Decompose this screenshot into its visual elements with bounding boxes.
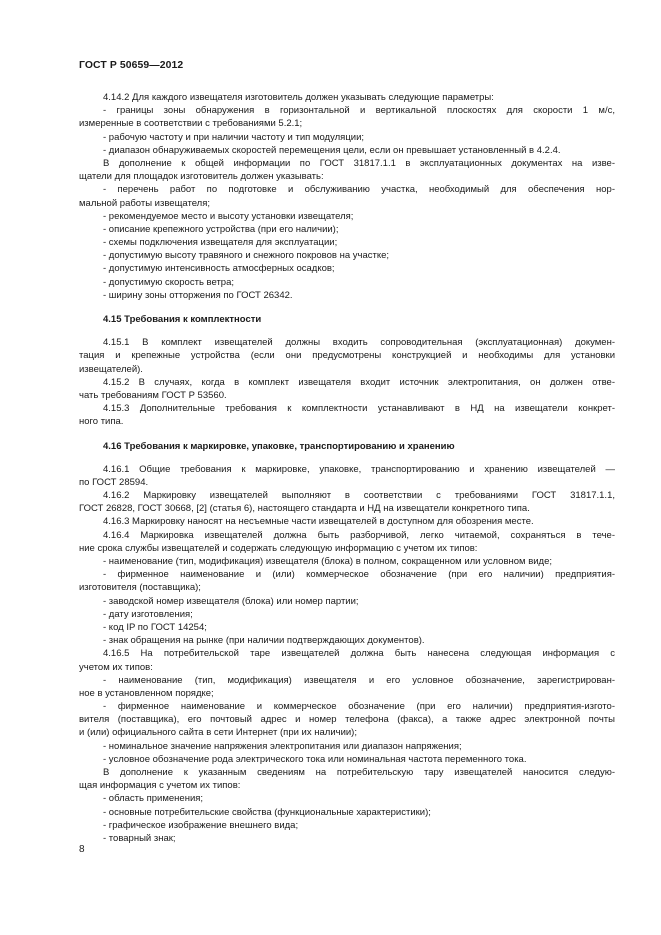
paragraph-line: 4.14.2 Для каждого извещателя изготовитель должен указывать следующие параметры: bbox=[103, 92, 494, 103]
document-header: ГОСТ Р 50659—2012 bbox=[79, 60, 184, 71]
document-body bbox=[79, 91, 615, 845]
list-item: - ширину зоны отторжения по ГОСТ 26342. bbox=[103, 289, 293, 301]
list-item: - фирменное наименование и (или) коммерческое обозначение (при его наличии) предприятия- bbox=[103, 569, 615, 581]
section-heading-4-15: 4.15 Требования к комплектности bbox=[103, 314, 262, 325]
list-item: - наименование (тип, модификация) извещателя и его условное обозначение, зарегистрирован- bbox=[103, 674, 615, 686]
list-item: - рабочую частоту и при наличии частоту и тип модуляции; bbox=[103, 131, 365, 143]
paragraph-line: ное в установленном порядке; bbox=[79, 687, 214, 699]
list-item: - условное обозначение рода электрического тока или номинальная частота переменного тока. bbox=[103, 753, 527, 765]
list-item: - графическое изображение внешнего вида; bbox=[103, 819, 299, 831]
paragraph-line: извещателей). bbox=[79, 363, 143, 375]
paragraph-line: 4.16.3 Маркировку наносят на несъемные части извещателей в доступном для обозрения месте. bbox=[103, 516, 534, 528]
list-item: - товарный знак; bbox=[103, 832, 176, 844]
paragraph-line: учетом их типов: bbox=[79, 661, 153, 673]
paragraph-line: ние срока службы извещателей и содержать следующую информацию с учетом их типов: bbox=[79, 542, 478, 554]
list-item: - допустимую интенсивность атмосферных осадков; bbox=[103, 263, 335, 275]
page-number: 8 bbox=[79, 844, 85, 855]
list-item: - код IP по ГОСТ 14254; bbox=[103, 621, 207, 633]
list-item: - рекомендуемое место и высоту установки извещателя; bbox=[103, 210, 354, 222]
list-item: - дату изготовления; bbox=[103, 608, 193, 620]
list-item: - границы зоны обнаружения в горизонтальной и вертикальной плоскостях для скорости 1 м/с, bbox=[103, 105, 615, 117]
paragraph-line: щатели для площадок изготовитель должен указывать: bbox=[79, 171, 324, 183]
paragraph-line: тация и крепежные устройства (если они предусмотрены конструкцией и необходимы для установки bbox=[79, 350, 615, 362]
section-heading-4-16: 4.16 Требования к маркировке, упаковке, транспортированию и хранению bbox=[103, 440, 455, 452]
paragraph-line: В дополнение к общей информации по ГОСТ 31817.1.1 в эксплуатационных документах на изве- bbox=[103, 157, 615, 169]
paragraph-line: В дополнение к указанным сведениям на потребительскую тару извещателей наносится следую- bbox=[103, 767, 615, 779]
list-item: - наименование (тип, модификация) извещателя (блока) в полном, сокращенном или условном виде; bbox=[103, 556, 553, 568]
paragraph-line: чать требованиям ГОСТ Р 53560. bbox=[79, 389, 227, 401]
list-item: - область применения; bbox=[103, 793, 204, 805]
paragraph-line: 4.16.2 Маркировку извещателей выполняют в соответствии с требованиями ГОСТ 31817.1.1, bbox=[103, 490, 615, 502]
list-item: - описание крепежного устройства (при его наличии); bbox=[103, 223, 339, 235]
paragraph-line: ГОСТ 26828, ГОСТ 30668, [2] (статья 6), настоящего стандарта и НД на извещатели конкретного типа. bbox=[79, 503, 530, 515]
paragraph-line: по ГОСТ 28594. bbox=[79, 476, 149, 488]
list-item: - перечень работ по подготовке и обслуживанию участка, необходимый для обеспечения нор- bbox=[103, 184, 615, 196]
list-item: - допустимую высоту травяного и снежного покровов на участке; bbox=[103, 250, 390, 262]
list-item: - диапазон обнаруживаемых скоростей перемещения цели, если он превышает установленный в 4.2.4. bbox=[103, 144, 561, 156]
paragraph-line: и (или) официального сайта в сети Интернет (при их наличии); bbox=[79, 727, 357, 739]
paragraph-line: мальной работы извещателя; bbox=[79, 197, 211, 209]
paragraph-line: 4.16.5 На потребительской таре извещателей должна быть нанесена следующая информация с bbox=[103, 648, 615, 660]
list-item: - заводской номер извещателя (блока) или номер партии; bbox=[103, 595, 359, 607]
paragraph-line: измеренные в соответствии с требованиями 5.2.1; bbox=[79, 118, 303, 130]
paragraph-line: вителя (поставщика), его почтовый адрес и номер телефона (факса), а также адрес электронной почты bbox=[79, 714, 615, 726]
paragraph-line: 4.15.3 Дополнительные требования к комплектности устанавливают в НД на извещатели конкрет- bbox=[103, 403, 615, 415]
list-item: - основные потребительские свойства (функциональные характеристики); bbox=[103, 806, 431, 818]
paragraph-line: 4.16.4 Маркировка извещателей должна быть разборчивой, легко читаемой, сохраняться в тече- bbox=[103, 529, 615, 541]
paragraph-line: 4.16.1 Общие требования к маркировке, упаковке, транспортированию и хранению извещателей — bbox=[103, 463, 615, 475]
paragraph-line: ного типа. bbox=[79, 416, 124, 428]
list-item: - знак обращения на рынке (при наличии подтверждающих документов). bbox=[103, 635, 425, 647]
list-item: - допустимую скорость ветра; bbox=[103, 276, 234, 288]
paragraph-line: 4.15.1 В комплект извещателей должны входить сопроводительная (эксплуатационная) докумен- bbox=[103, 337, 615, 349]
paragraph-line: щая информация с учетом их типов: bbox=[79, 780, 241, 792]
paragraph-line: изготовителя (поставщика); bbox=[79, 582, 201, 594]
list-item: - схемы подключения извещателя для эксплуатации; bbox=[103, 237, 338, 249]
list-item: - фирменное наименование и коммерческое обозначение (при его наличии) предприятия-изгото- bbox=[103, 701, 615, 713]
list-item: - номинальное значение напряжения электропитания или диапазон напряжения; bbox=[103, 740, 462, 752]
paragraph-line: 4.15.2 В случаях, когда в комплект извещателя входит источник электропитания, он должен отве- bbox=[103, 376, 615, 388]
